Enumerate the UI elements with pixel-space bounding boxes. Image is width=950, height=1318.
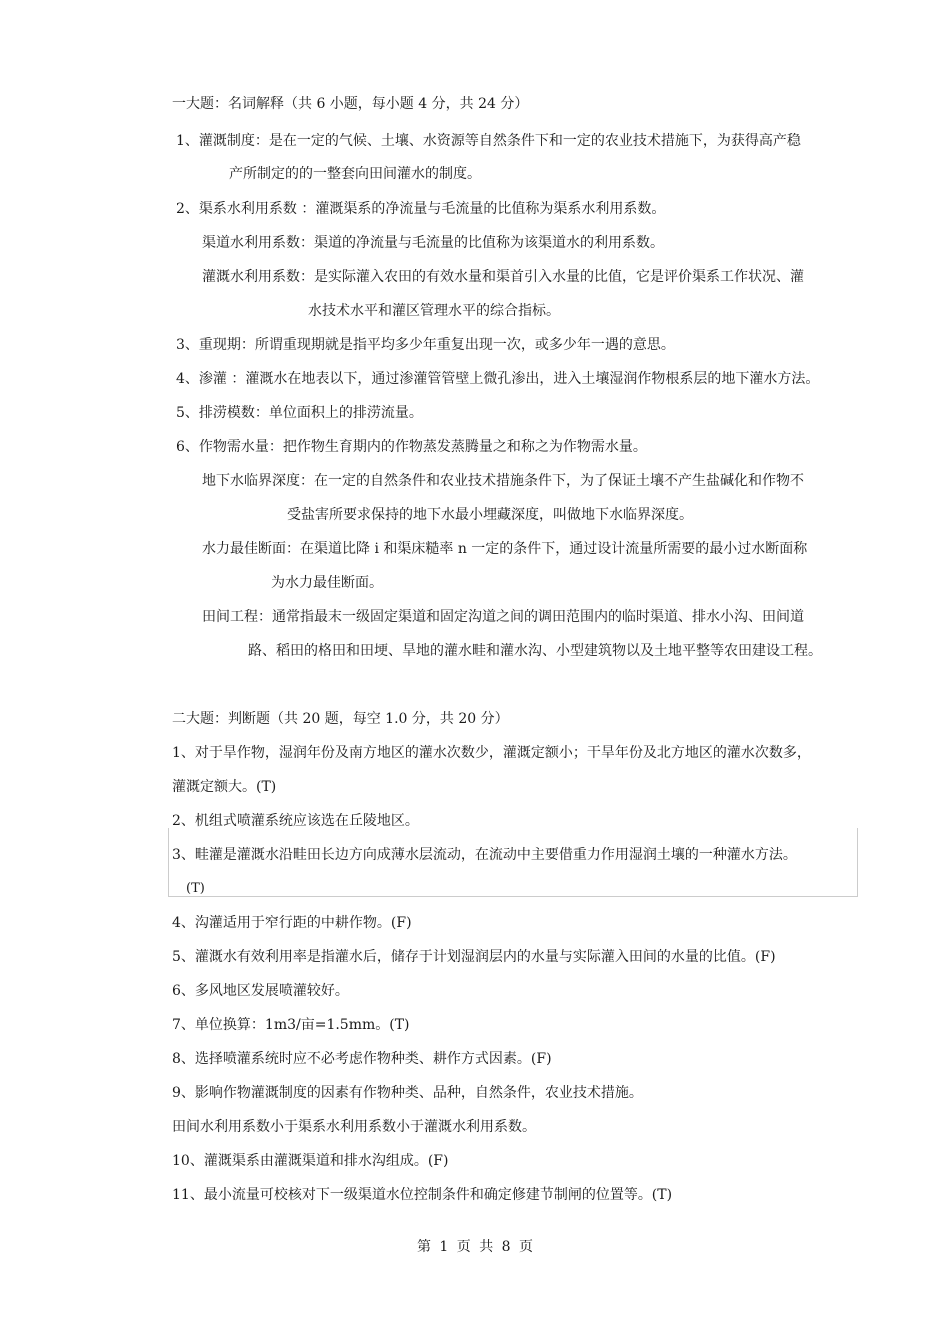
definition-item <box>176 335 675 355</box>
term-separator: ： <box>300 473 314 489</box>
term-label: 重现期 <box>198 337 241 353</box>
term-separator: ： <box>296 201 316 217</box>
definition-continuation: 水技术水平和灌区管理水平的综合指标。 <box>308 303 560 319</box>
term-separator: ： <box>300 235 314 251</box>
definition-text: 通常指最末一级固定渠道和固定沟道之间的调田范围内的临时渠道、排水小沟、田间道 <box>272 609 804 625</box>
definition-text: 是实际灌入农田的有效水量和渠首引入水量的比值，它是评价渠系工作状况、灌 <box>314 269 804 285</box>
definition-item <box>202 233 664 253</box>
definition-text: 在一定的自然条件和农业技术措施条件下，为了保证土壤不产生盐碱化和作物不 <box>314 473 804 489</box>
judgment-item: 5、灌溉水有效利用率是指灌水后，储存于计划湿润层内的水量与实际灌入田间的水量的比值。(F) <box>172 949 776 965</box>
term-separator: ： <box>226 371 246 387</box>
definition-continuation: 为水力最佳断面。 <box>271 575 383 591</box>
term-separator: ： <box>268 439 283 455</box>
term-label: 渠道水利用系数 <box>202 235 300 251</box>
term-separator: ： <box>254 405 269 421</box>
term-label: 田间工程 <box>202 609 258 625</box>
judgment-item: 3、畦灌是灌溉水沿畦田长边方向成薄水层流动，在流动中主要借重力作用湿润土壤的一种灌水方法。 <box>172 847 797 863</box>
item-prefix: 2、 <box>176 201 199 217</box>
judgment-item: 11、最小流量可校核对下一级渠道水位控制条件和确定修建节制闸的位置等。(T) <box>172 1187 673 1203</box>
term-separator: ： <box>240 337 255 353</box>
term-label: 灌溉水利用系数 <box>202 269 300 285</box>
item-prefix: 1、 <box>176 133 199 149</box>
definition-text: 所谓重现期就是指平均多少年重复出现一次，或多少年一遇的意思。 <box>254 337 675 353</box>
definition-text: 把作物生育期内的作物蒸发蒸腾量之和称之为作物需水量。 <box>282 439 647 455</box>
term-separator: ： <box>286 541 300 557</box>
term-label: 渠系水利用系数 <box>198 201 297 217</box>
judgment-item: 8、选择喷灌系统时应不必考虑作物种类、耕作方式因素。(F) <box>172 1051 552 1067</box>
term-label: 排涝模数 <box>198 405 255 421</box>
item-prefix: 6、 <box>176 439 199 455</box>
judgment-continuation: (T) <box>186 881 205 896</box>
judgment-item: 田间水利用系数小于渠系水利用系数小于灌溉水利用系数。 <box>172 1119 536 1135</box>
definition-item <box>176 199 665 219</box>
definition-item <box>176 403 423 423</box>
judgment-item: 6、多风地区发展喷灌较好。 <box>172 983 349 999</box>
term-separator: ： <box>258 609 272 625</box>
term-label: 灌溉制度 <box>198 133 255 149</box>
item-prefix: 4、 <box>176 371 199 387</box>
item-prefix: 5、 <box>176 405 199 421</box>
definition-continuation: 产所制定的的一整套向田间灌水的制度。 <box>229 166 481 182</box>
term-separator: ： <box>300 269 314 285</box>
definition-item <box>176 131 801 151</box>
judgment-continuation: 灌溉定额大。(T) <box>172 779 277 795</box>
definition-continuation: 路、稻田的格田和田埂、旱地的灌水畦和灌水沟、小型建筑物以及土地平整等农田建设工程。 <box>248 643 822 659</box>
item-prefix: 3、 <box>176 337 199 353</box>
page-number: 第 1 页 共 8 页 <box>416 1239 534 1255</box>
definition-item <box>176 369 819 389</box>
term-label: 渗灌 <box>198 371 227 387</box>
judgment-item: 4、沟灌适用于窄行距的中耕作物。(F) <box>172 915 412 931</box>
definition-text: 渠道的净流量与毛流量的比值称为该渠道水的利用系数。 <box>314 235 664 251</box>
definition-item <box>176 437 647 457</box>
section1-heading: 一大题：名词解释（共 6 小题，每小题 4 分，共 24 分） <box>172 96 529 112</box>
definition-text: 灌溉渠系的净流量与毛流量的比值称为渠系水利用系数。 <box>315 201 666 217</box>
judgment-item: 1、对于旱作物，湿润年份及南方地区的灌水次数少，灌溉定额小；干旱年份及北方地区的灌水次数多， <box>172 745 811 761</box>
term-label: 水力最佳断面 <box>202 541 286 557</box>
term-label: 地下水临界深度 <box>202 473 300 489</box>
definition-text: 是在一定的气候、土壤、水资源等自然条件下和一定的农业技术措施下，为获得高产稳 <box>268 133 801 149</box>
judgment-item: 2、机组式喷灌系统应该选在丘陵地区。 <box>172 813 419 829</box>
definition-continuation: 受盐害所要求保持的地下水最小埋藏深度，叫做地下水临界深度。 <box>287 507 693 523</box>
definition-item <box>202 267 804 287</box>
judgment-item: 9、影响作物灌溉制度的因素有作物种类、品种，自然条件，农业技术措施。 <box>172 1085 643 1101</box>
definition-text: 单位面积上的排涝流量。 <box>268 405 423 421</box>
definition-text: 灌溉水在地表以下，通过渗灌管管壁上微孔渗出，进入土壤湿润作物根系层的地下灌水方法。 <box>245 371 820 387</box>
definition-text: 在渠道比降 i 和渠床糙率 n 一定的条件下，通过设计流量所需要的最小过水断面称 <box>300 541 808 557</box>
judgment-item: 10、灌溉渠系由灌溉渠道和排水沟组成。(F) <box>172 1153 449 1169</box>
definition-item <box>202 471 804 491</box>
section2-heading: 二大题：判断题（共 20 题，每空 1.0 分，共 20 分） <box>172 711 509 727</box>
definition-item <box>202 607 804 627</box>
term-label: 作物需水量 <box>198 439 269 455</box>
definition-item <box>202 539 807 559</box>
term-separator: ： <box>254 133 269 149</box>
judgment-item: 7、单位换算：1m3/亩=1.5mm。(T) <box>172 1017 410 1033</box>
